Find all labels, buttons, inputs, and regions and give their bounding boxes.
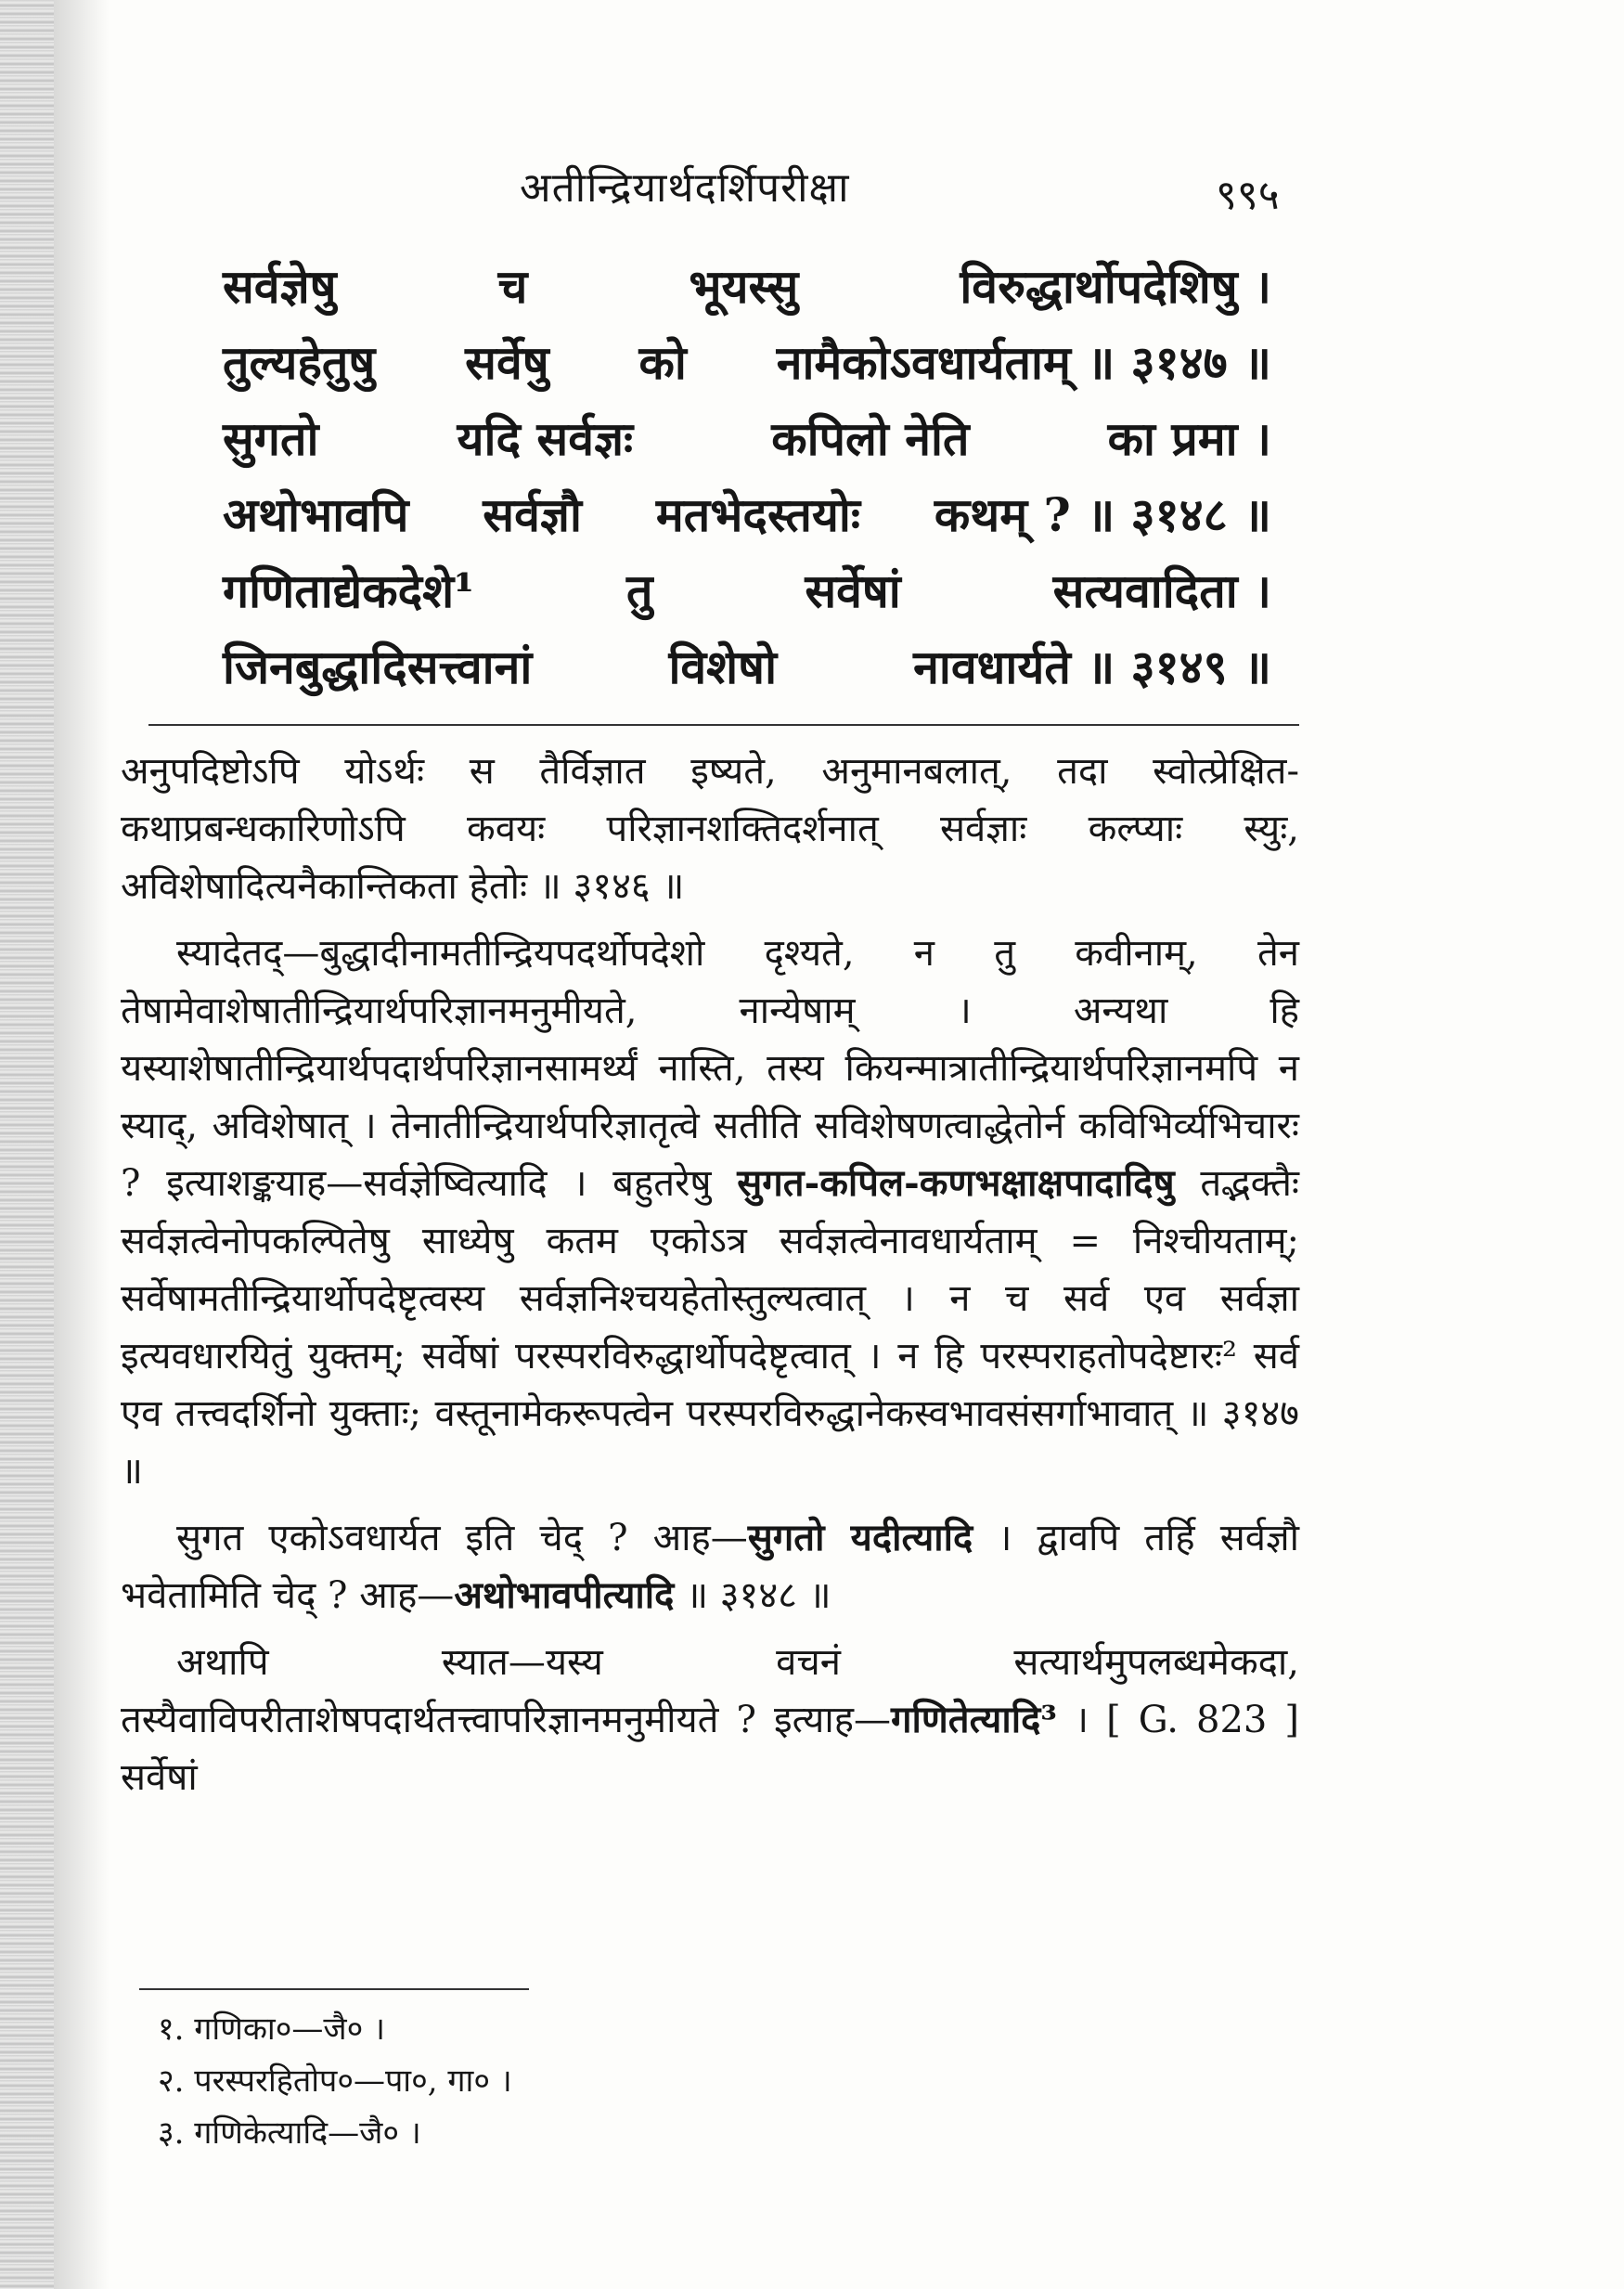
verse-separator-rule (148, 724, 1299, 726)
verse-word: च (497, 259, 528, 314)
commentary-text: । [ G. 823 ] सर्वेषां (121, 1699, 1299, 1799)
verse-line (223, 401, 1271, 477)
verse-line (223, 553, 1271, 629)
commentary-text: तद्भक्तैः सर्वज्ञत्वेनोपकल्पितेषु साध्येषु कतम एकोऽत्र सर्वज्ञत्वेनावधार्यताम् = निश्चीयताम्; सर्वेषामतीन्द्रियार्थोपदेष्टृत्वस्य सर्वज्ञनिश्चयहेतोस्तुल्यत्वात् । न च सर्व एव सर्वज्ञा इत्यवधारयितुं युक्तम्; सर्वेषां परस्परविरुद्धार्थोपदेष्टृत्वात् । न हि परस्पराहतोपदेष्टारः² सर्व एव तत्त्वदर्शिनो युक्ताः; वस्तूनामेकरूपत्वेन परस्परविरुद्धानेकस्वभावसंसर्गाभावात् ॥ ३१४७ ॥ (121, 1162, 1299, 1493)
commentary-block (121, 743, 1299, 1816)
verse-word: तु (625, 563, 653, 618)
commentary-paragraph (121, 1634, 1299, 1806)
verse-word: सुगतो (223, 411, 319, 466)
verse-word: विशेषो (668, 640, 778, 694)
binding-edge (0, 0, 54, 2289)
verse-word: सर्वज्ञेषु (223, 259, 337, 314)
verse-word: कथम् ? ॥ ३१४८ ॥ (934, 487, 1271, 542)
footnotes-block (139, 2003, 974, 2159)
verse-word: अथोभावपि (223, 487, 409, 542)
verse-word: तुल्यहेतुषु (223, 335, 376, 390)
commentary-keyword: सुगत-कपिल-कणभक्षाक्षपादादिषु (737, 1161, 1175, 1205)
footnote-rule (139, 1988, 529, 1990)
verse-word: यदि सर्वज्ञः (457, 411, 634, 466)
footnote: २. परस्परहितोप०—पा०, गा० । (158, 2063, 512, 2100)
verse-word: भूयस्सु (689, 259, 799, 314)
verse-word: सत्यवादिता । (1052, 563, 1271, 618)
verse-line (223, 249, 1271, 325)
verse-word: सर्वेषां (805, 563, 901, 618)
verse-line (223, 325, 1271, 401)
verse-word: को (638, 335, 687, 390)
verse-word: का प्रमा । (1107, 411, 1271, 466)
running-head-title: अतीन्द्रियार्थदर्शिपरीक्षा (520, 164, 850, 212)
commentary-text: स्यादेतद्—बुद्धादीनामतीन्द्रियपदर्थोपदेशो दृश्यते, न तु कवीनाम्, तेन तेषामेवाशेषातीन्द्रियार्थपरिज्ञानमनुमीयते, नान्येषाम् । अन्यथा हि यस्याशेषातीन्द्रियार्थपदार्थपरिज्ञानसामर्थ्यं नास्ति, तस्य कियन्मात्रातीन्द्रियार्थपरिज्ञानमपि न स्याद्, अविशेषात् । तेनातीन्द्रियार्थपरिज्ञातृत्वे सतीति सविशेषणत्वाद्धेतोर्न कविभिर्व्यभिचारः ? इत्याशङ्कयाह— (121, 932, 1299, 1205)
page-number: ९९५ (1216, 172, 1280, 219)
verse-line (223, 629, 1271, 705)
commentary-keyword: गणितेत्यादि³ (890, 1698, 1057, 1741)
commentary-keyword: अथोभावपीत्यादि (454, 1573, 675, 1617)
verse-word: सर्वेषु (465, 335, 549, 390)
verse-word: कपिलो नेति (771, 411, 970, 466)
commentary-text: । बहुतरेषु (547, 1162, 738, 1205)
footnote: १. गणिका०—जै० । (158, 2011, 386, 2048)
commentary-text: अनुपदिष्टोऽपि योऽर्थः स तैर्विज्ञात इष्यते, अनुमानबलात्, तदा स्वोत्प्रेक्षित-कथाप्रबन्धकारिणोऽपि कवयः परिज्ञानशक्तिदर्शनात् सर्वज्ञाः कल्प्याः स्युः, अविशेषादित्यनैकान्तिकता हेतोः ॥ ३१४६ ॥ (121, 750, 1299, 908)
verse-word: मतभेदस्तयोः (655, 487, 860, 542)
commentary-text: अथापि स्यात—यस्य वचनं सत्यार्थमुपलब्धमेकदा, तस्यैवाविपरीताशेषपदार्थतत्त्वापरिज्ञानमनुमीयते ? इत्याह— (121, 1641, 1299, 1741)
commentary-text: ॥ ३१४८ ॥ (674, 1574, 831, 1617)
commentary-text: सुगत एकोऽवधार्यत इति चेद् ? आह— (176, 1517, 748, 1559)
verse-word: नावधार्यते ॥ ३१४९ ॥ (913, 640, 1271, 694)
footnote: ३. गणिकेत्यादि—जै० । (158, 2114, 421, 2152)
running-head (0, 139, 1624, 219)
commentary-paragraph (121, 743, 1299, 915)
verse-line (223, 477, 1271, 553)
commentary-paragraph (121, 925, 1299, 1500)
commentary-text: सर्वज्ञेष्वित्यादि (363, 1162, 548, 1205)
verse-word: नामैकोऽवधार्यताम् ॥ ३१४७ ॥ (776, 335, 1271, 390)
binding-shadow (54, 0, 110, 2289)
verse-word: जिनबुद्धादिसत्त्वानां (223, 640, 533, 694)
verse-word: गणिताद्येकदेशे¹ (223, 563, 475, 618)
verse-block (223, 249, 1271, 705)
commentary-text: । द्वावपि तर्हि सर्वज्ञौ भवेतामिति चेद् ? आह— (121, 1517, 1299, 1617)
commentary-paragraph (121, 1509, 1299, 1624)
verse-word: विरुद्धार्थोपदेशिषु । (960, 259, 1271, 314)
commentary-keyword: सुगतो यदीत्यादि (747, 1516, 973, 1559)
verse-word: सर्वज्ञौ (483, 487, 582, 542)
